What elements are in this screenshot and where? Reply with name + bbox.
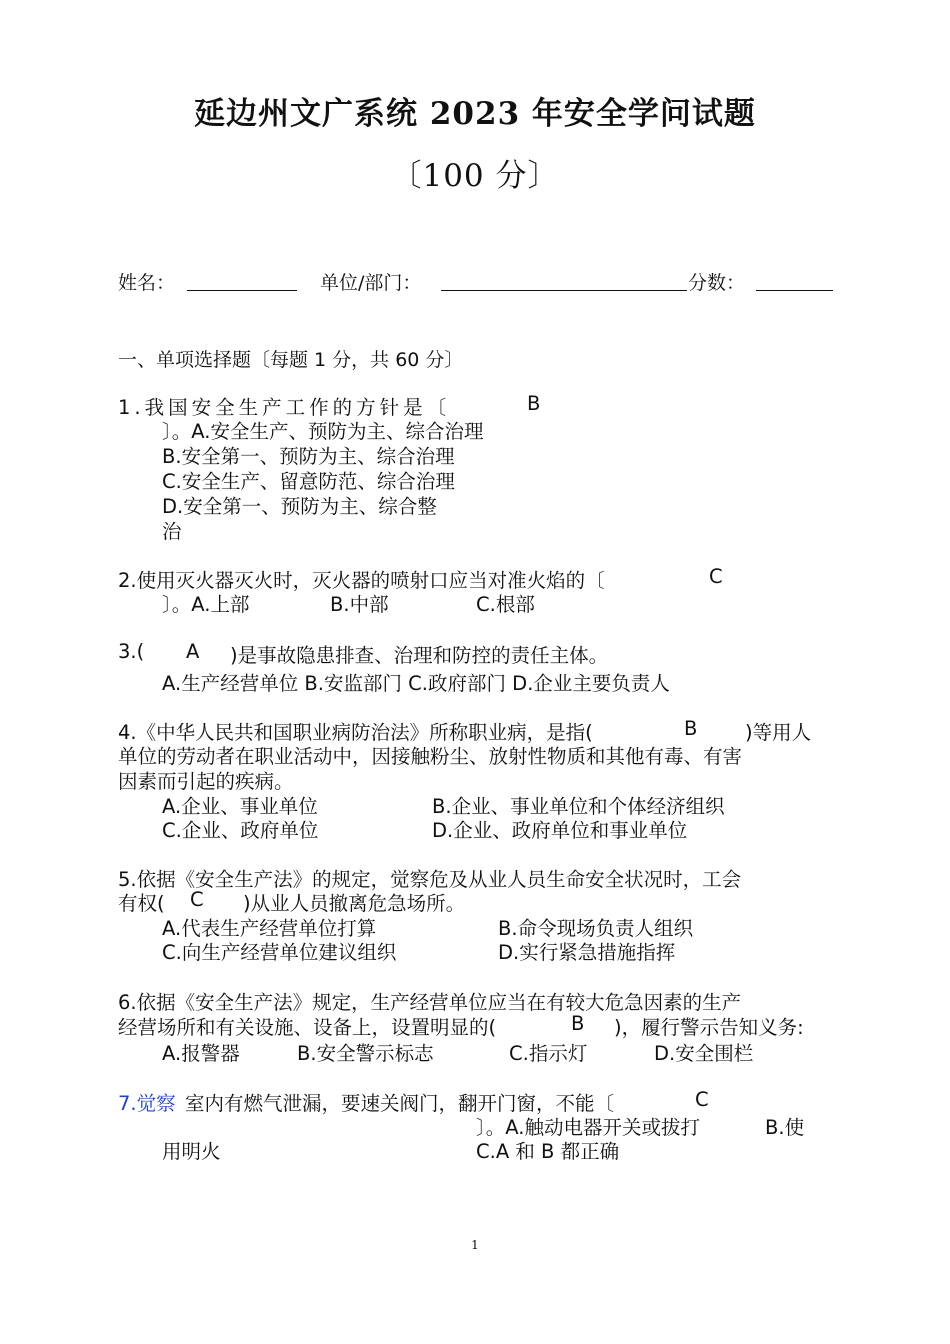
q1-option-d-cont: 治 xyxy=(162,520,182,543)
q4-option-a: A.企业、事业单位 xyxy=(162,795,318,818)
page-subtitle: 〔100 分〕 xyxy=(390,158,560,194)
q4-line3: 因素而引起的疾病。 xyxy=(118,770,294,793)
q7-number-link[interactable]: 7.觉察 xyxy=(118,1092,176,1115)
q3-stem-end: )是事故隐患排查、治理和防控的责任主体。 xyxy=(230,644,609,667)
score-label: 分数： xyxy=(688,272,746,294)
q6-line1: 6.依据《安全生产法》规定，生产经营单位应当在有较大危急因素的生产 xyxy=(118,991,742,1014)
q7-option-a: 〕。A.触动电器开关或拔打 xyxy=(476,1116,700,1139)
q1-option-b: B.安全第一、预防为主、综合治理 xyxy=(162,445,455,468)
unit-field[interactable] xyxy=(441,290,687,291)
q7-option-c: C.A 和 B 都正确 xyxy=(476,1140,620,1163)
q4-stem-end: )等用人 xyxy=(745,721,812,744)
q6-option-b: B.安全警示标志 xyxy=(297,1042,434,1065)
q5-option-d: D.实行紧急措施指挥 xyxy=(498,941,676,964)
q2-option-a: 〕。A.上部 xyxy=(162,593,250,616)
q5-option-b: B.命令现场负责人组织 xyxy=(498,917,694,940)
q2-option-c: C.根部 xyxy=(476,593,535,616)
score-field[interactable] xyxy=(756,290,833,291)
q6-option-c: C.指示灯 xyxy=(509,1042,588,1065)
q1-option-d: D.安全第一、预防为主、综合整 xyxy=(162,495,437,518)
q1-option-a: 〕。A.安全生产、预防为主、综合治理 xyxy=(162,420,484,443)
q4-option-b: B.企业、事业单位和个体经济组织 xyxy=(432,795,725,818)
q6-option-d: D.安全围栏 xyxy=(654,1042,754,1065)
q4-stem-start: 4.《中华人民共和国职业病防治法》所称职业病，是指( xyxy=(118,721,593,744)
q7-option-b: B.使 xyxy=(765,1116,805,1139)
q7-answer: C xyxy=(695,1088,709,1111)
q2-option-b: B.中部 xyxy=(330,593,389,616)
name-field[interactable] xyxy=(187,290,297,291)
page-title: 延边州文广系统 2023 年安全学问试题 xyxy=(194,96,756,132)
page-number: 1 xyxy=(471,1238,479,1252)
q7-option-b-cont: 用明火 xyxy=(162,1140,221,1163)
q6-option-a: A.报警器 xyxy=(162,1042,240,1065)
q6-stem-start: 经营场所和有关设施、设备上，设置明显的( xyxy=(118,1016,497,1039)
q4-option-c: C.企业、政府单位 xyxy=(162,819,319,842)
q1-stem: 1.我国安全生产工作的方针是〔 xyxy=(118,396,451,419)
q3-stem-start: 3.( xyxy=(118,640,145,663)
q2-stem: 2.使用灭火器灭火时，灭火器的喷射口应当对准火焰的〔 xyxy=(118,569,605,592)
q2-answer: C xyxy=(709,565,723,588)
q3-answer: A xyxy=(186,640,200,663)
q4-option-d: D.企业、政府单位和事业单位 xyxy=(432,819,688,842)
q6-stem-end: )，履行警示告知义务: xyxy=(614,1016,804,1039)
unit-label: 单位/部门： xyxy=(320,272,422,294)
q3-options: A.生产经营单位 B.安监部门 C.政府部门 D.企业主要负责人 xyxy=(162,672,670,695)
q4-answer: B xyxy=(684,717,698,740)
q1-option-c: C.安全生产、留意防范、综合治理 xyxy=(162,470,455,493)
q1-answer: B xyxy=(527,392,541,415)
q5-option-c: C.向生产经营单位建议组织 xyxy=(162,941,397,964)
q5-answer: C xyxy=(190,888,204,911)
q5-stem-end: )从业人员撤离危急场所。 xyxy=(243,892,466,915)
q5-line1: 5.依据《安全生产法》的规定，觉察危及从业人员生命安全状况时，工会 xyxy=(118,868,742,891)
q4-line2: 单位的劳动者在职业活动中，因接触粉尘、放射性物质和其他有毒、有害 xyxy=(118,745,743,768)
q6-answer: B xyxy=(571,1012,585,1035)
q5-stem-start: 有权( xyxy=(118,892,165,915)
section-heading: 一、单项选择题〔每题 1 分，共 60 分〕 xyxy=(118,349,464,371)
q7-stem: 室内有燃气泄漏，要速关阀门，翻开门窗，不能〔 xyxy=(185,1092,615,1115)
q5-option-a: A.代表生产经营单位打算 xyxy=(162,917,377,940)
name-label: 姓名： xyxy=(118,272,176,294)
